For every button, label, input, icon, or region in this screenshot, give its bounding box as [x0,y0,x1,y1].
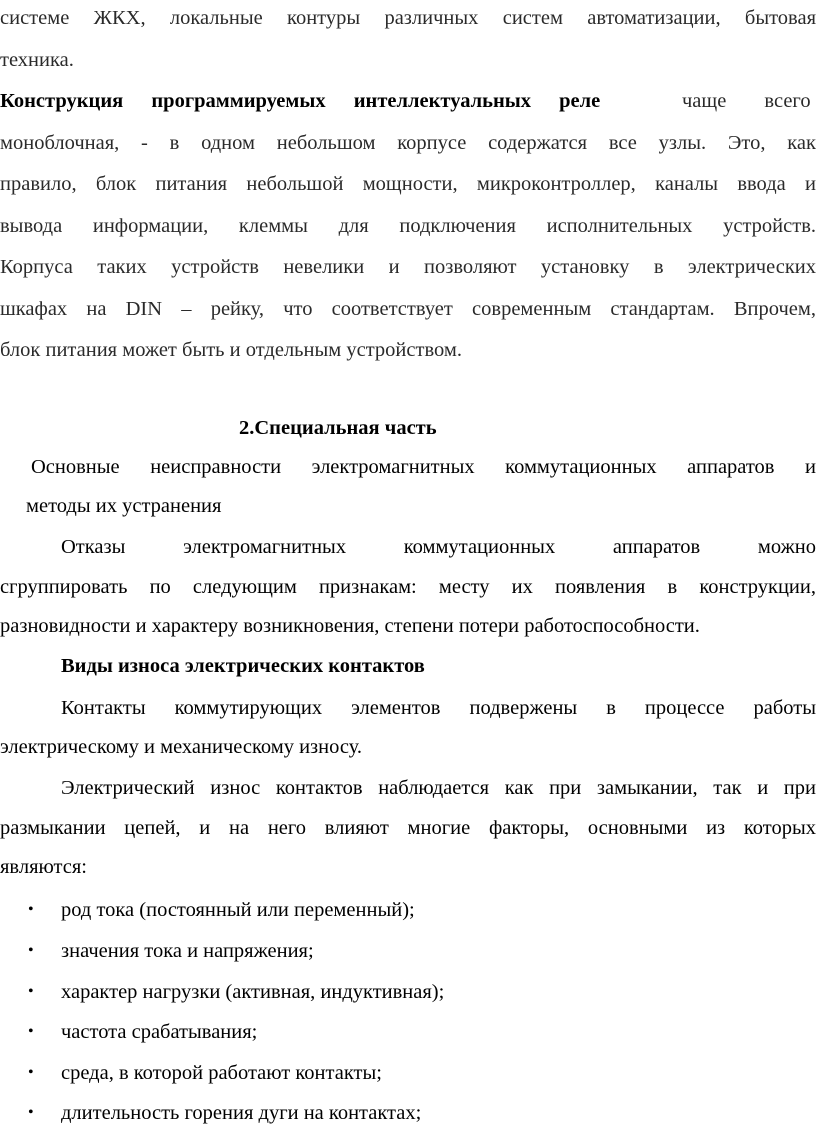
paragraph-2-lead-rest: чаще всего [682,90,811,112]
bullet-icon: • [28,901,34,918]
paragraph-1-line-1: системе ЖКХ, локальные контуры различных систем автоматизации, бытовая [0,7,816,29]
paragraph-2-line-6: шкафах на DIN – рейку, что соответствует современным стандартам. Впрочем, [0,298,816,320]
subheading: Виды износа электрических контактов [61,655,425,677]
subtitle-line-1: Основные неисправности электромагнитных коммутационных аппаратов и [31,456,816,478]
paragraph-2-line-3: правило, блок питания небольшой мощности, микроконтроллер, каналы ввода и [0,173,816,195]
paragraph-2-line-4: вывода информации, клеммы для подключения исполнительных устройств. [0,215,816,237]
paragraph-5-line-1: Электрический износ контактов наблюдается как при замыкании, так и при [61,777,816,799]
list-item-text: род тока (постоянный или переменный); [61,899,415,921]
paragraph-2-bold-lead: Конструкция программируемых интеллектуальных реле [0,90,601,112]
paragraph-4-line-2: электрическому и механическому износу. [0,736,363,758]
paragraph-3-line-2: сгруппировать по следующим признакам: месту их появления в конструкции, [0,576,816,598]
bullet-icon: • [28,983,34,1000]
paragraph-2-line-7: блок питания может быть и отдельным устройством. [0,339,462,361]
paragraph-2-line-5: Корпуса таких устройств невелики и позволяют установку в электрических [0,256,816,278]
bullet-icon: • [28,1104,34,1121]
paragraph-3-line-1: Отказы электромагнитных коммутационных аппаратов можно [61,536,816,558]
list-item-text: частота срабатывания; [61,1021,258,1043]
paragraph-3-line-3: разновидности и характеру возникновения, степени потери работоспособности. [0,615,700,637]
list-item-text: длительность горения дуги на контактах; [61,1102,422,1124]
paragraph-1-line-2: техника. [0,49,74,71]
paragraph-5-line-2: размыкании цепей, и на него влияют многие факторы, основными из которых [0,817,816,839]
list-item-text: среда, в которой работают контакты; [61,1062,382,1084]
section-heading: 2.Специальная часть [239,417,437,439]
bullet-icon: • [28,1023,34,1040]
paragraph-5-line-3: являются: [0,856,87,878]
bullet-icon: • [28,1064,34,1081]
bullet-icon: • [28,942,34,959]
paragraph-4-line-1: Контакты коммутирующих элементов подвержены в процессе работы [61,697,816,719]
paragraph-2-line-2: моноблочная, - в одном небольшом корпусе содержатся все узлы. Это, как [0,132,816,154]
subtitle-line-2: методы их устранения [26,495,222,517]
list-item-text: значения тока и напряжения; [61,940,314,962]
list-item-text: характер нагрузки (активная, индуктивная); [61,981,445,1003]
